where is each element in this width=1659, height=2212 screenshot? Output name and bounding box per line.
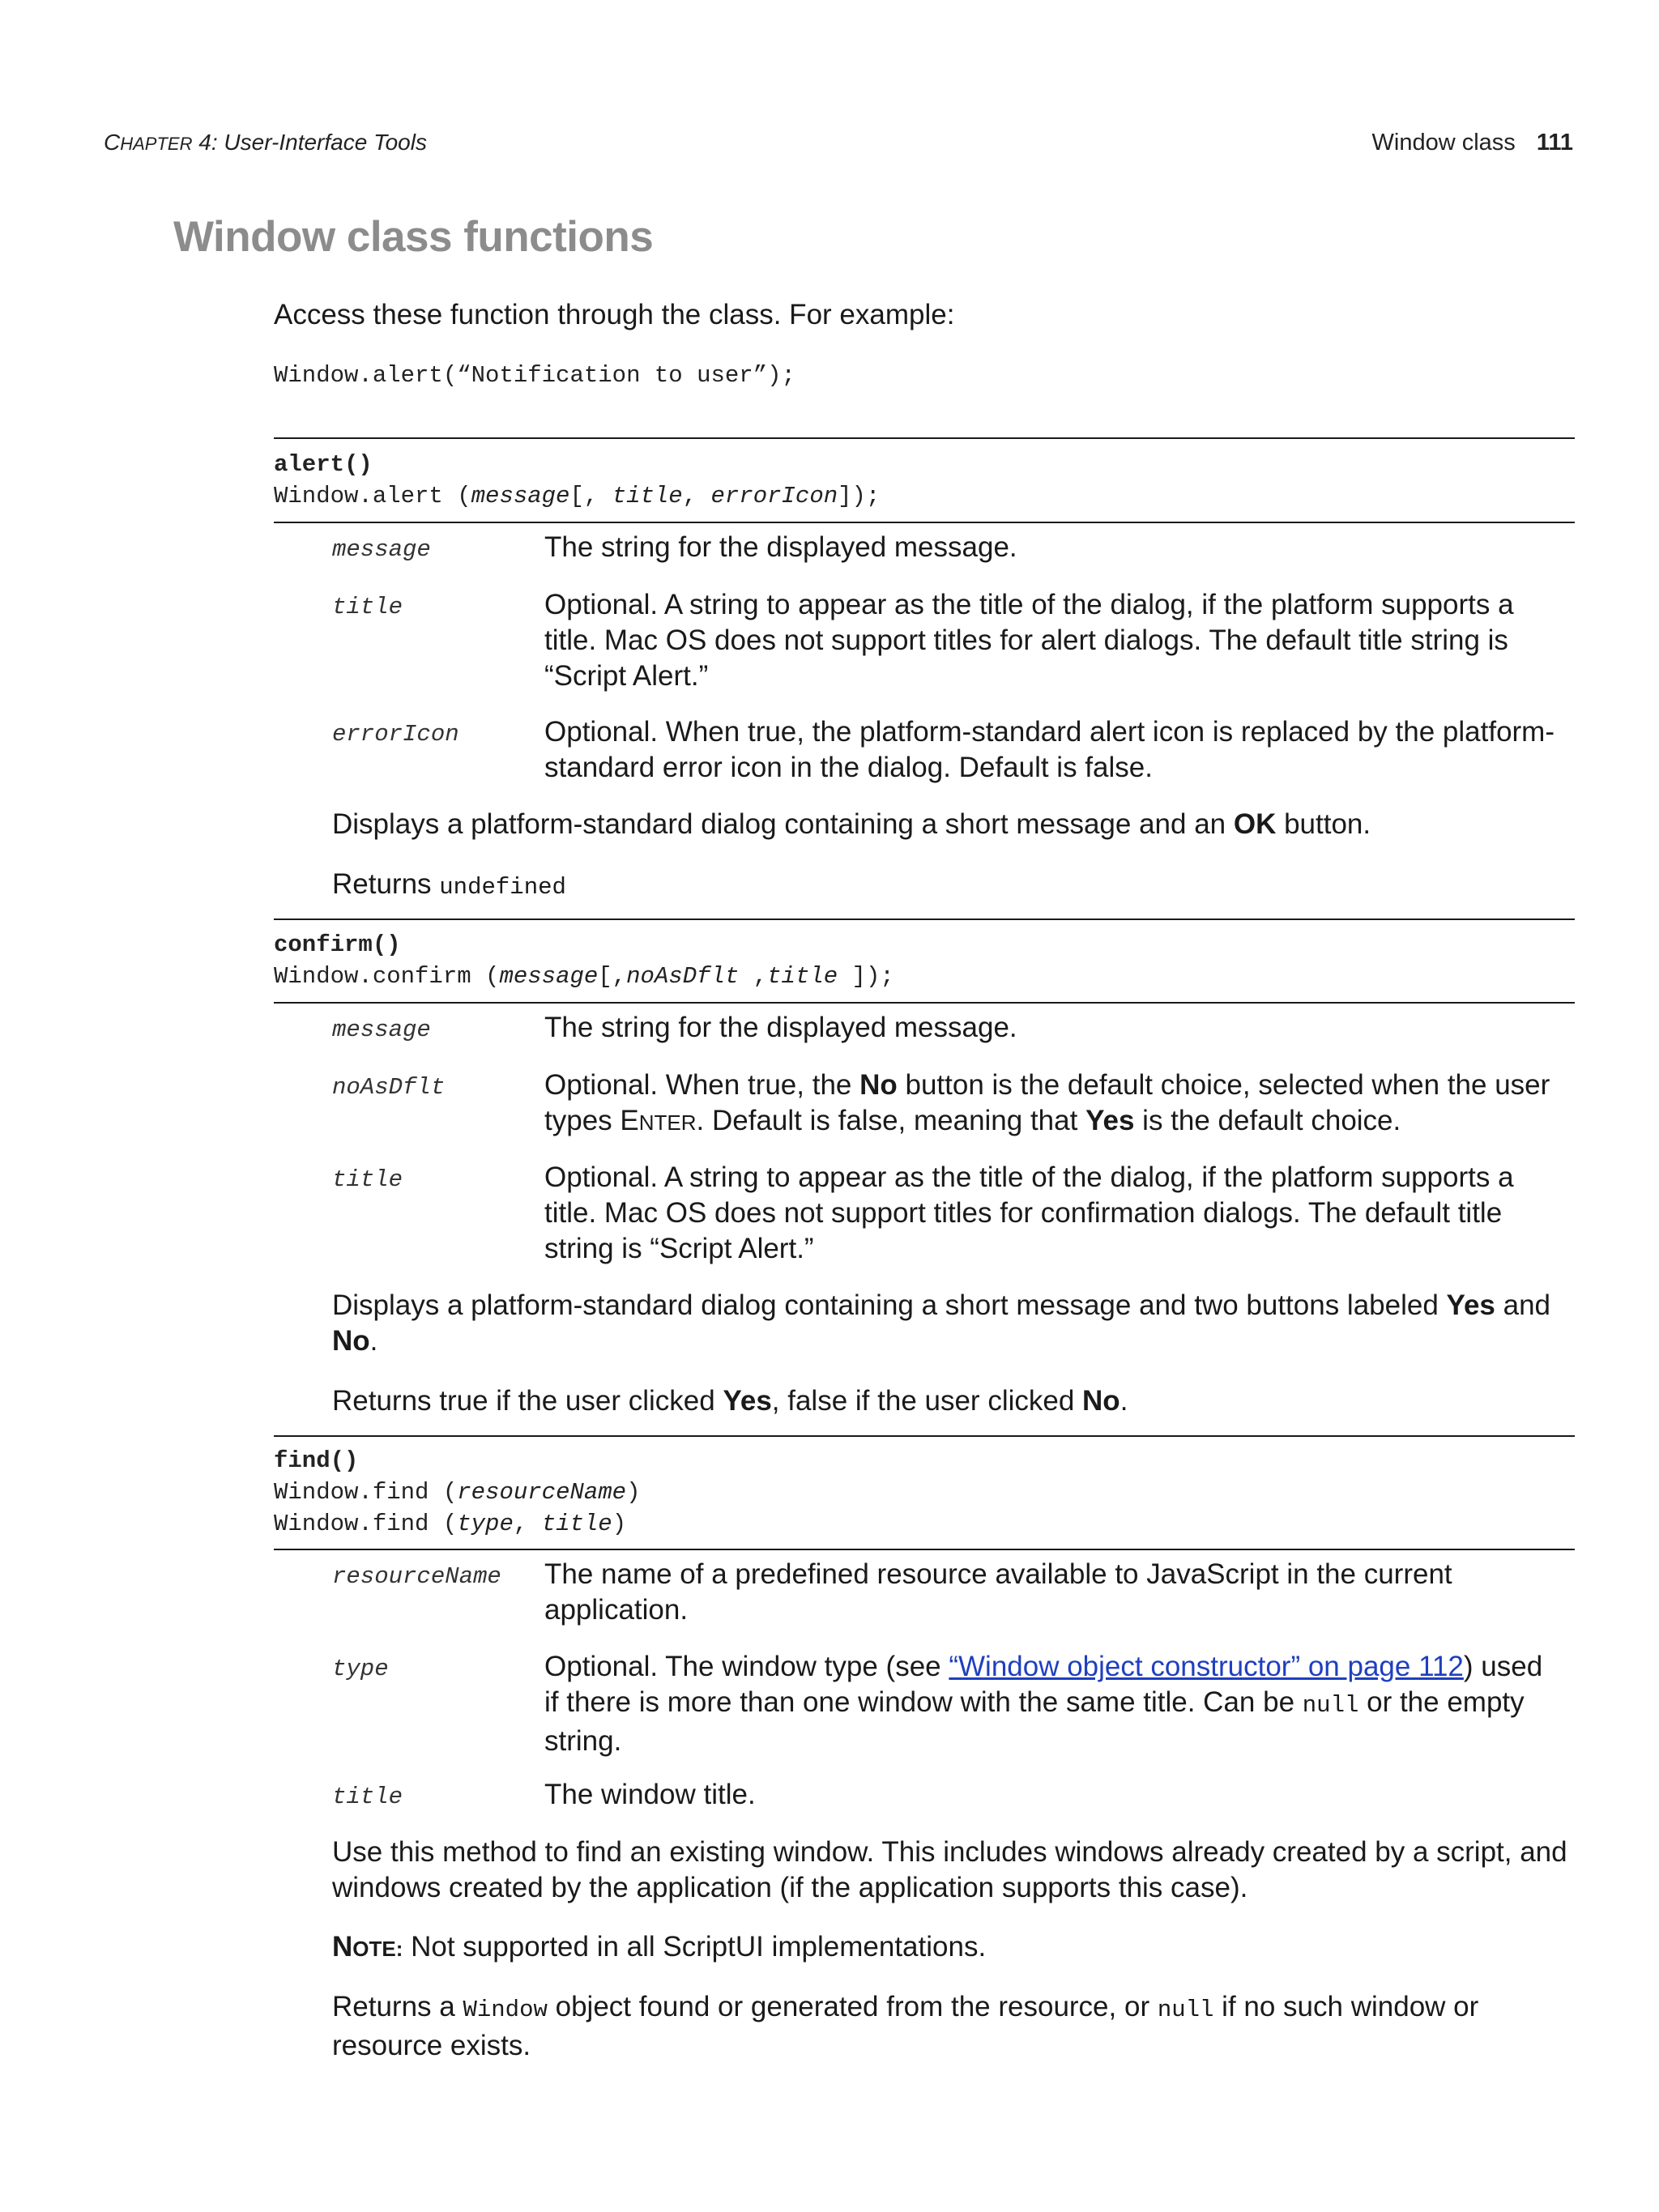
param-description: Optional. When true, the No button is the default choice, selected when the user types ENTER. Default is false, meaning that Yes is the default choice. [544,1069,1550,1136]
function-name-confirm: confirm() [274,931,401,958]
function-returns: Returns true if the user clicked Yes, false if the user clicked No. [332,1385,1128,1417]
divider-rule [274,1549,1575,1550]
divider-rule [274,1002,1575,1004]
function-name-find: find() [274,1447,359,1474]
param-description: The name of a predefined resource available to JavaScript in the current application. [544,1558,1452,1626]
divider-rule [274,918,1575,920]
param-name: type [332,1656,389,1682]
function-description: Displays a platform-standard dialog containing a short message and an OK button. [332,808,1371,840]
divider-rule [274,522,1575,523]
signature-alert: Window.alert (message[, title, errorIcon]); [274,483,881,509]
param-name: message [332,1016,431,1043]
param-description: Optional. A string to appear as the title of the dialog, if the platform supports a title. Mac OS does not support titles for alert dialogs. The default title string is “Script Alert.” [544,589,1514,692]
signature-find-type: Window.find (type, title) [274,1511,627,1537]
function-description: Use this method to find an existing window. This includes windows already created by a script, and windows created by the application (if the application supports this case). [332,1836,1567,1903]
param-description: The window title. [544,1779,756,1810]
divider-rule [274,1435,1575,1437]
param-description: Optional. When true, the platform-standard alert icon is replaced by the platform-standard error icon in the dialog. Default is false. [544,716,1555,783]
param-name: title [332,1166,403,1193]
section-title: Window class functions [173,213,654,261]
param-name: message [332,536,431,563]
example-code: Window.alert(“Notification to user”); [274,362,795,389]
param-name: resourceName [332,1563,501,1590]
window-constructor-link[interactable]: “Window object constructor” on page 112 [949,1651,1464,1682]
param-name: errorIcon [332,721,459,748]
param-name: title [332,1784,403,1810]
running-header-section: Window class 111 [1371,130,1573,156]
function-description: Displays a platform-standard dialog containing a short message and two buttons labeled Yes and No. [332,1289,1551,1357]
function-name-alert: alert() [274,451,373,478]
param-description: The string for the displayed message. [544,531,1017,563]
param-description: Optional. A string to appear as the title of the dialog, if the platform supports a title. Mac OS does not support titles for confirmation dialogs. The default title string is “Script Alert.” [544,1161,1514,1264]
param-description: The string for the displayed message. [544,1012,1017,1043]
page-number: 111 [1536,130,1573,156]
note: NOTE: Not supported in all ScriptUI implementations. [332,1931,987,1963]
intro-text: Access these function through the class. For example: [274,299,955,330]
signature-confirm: Window.confirm (message[,noAsDflt ,title ]); [274,963,894,990]
running-header-chapter: CHAPTER 4: User-Interface Tools [104,130,427,155]
function-returns: Returns a Window object found or generated from the resource, or null if no such window or resource exists. [332,1991,1479,2061]
function-returns: Returns undefined [332,868,566,901]
param-name: noAsDflt [332,1074,446,1101]
param-description: Optional. The window type (see “Window object constructor” on page 112) used if there is more than one window with the same title. Can be null or the empty string. [544,1651,1543,1757]
divider-rule [274,437,1575,439]
signature-find-resource: Window.find (resourceName) [274,1479,641,1506]
param-name: title [332,594,403,620]
